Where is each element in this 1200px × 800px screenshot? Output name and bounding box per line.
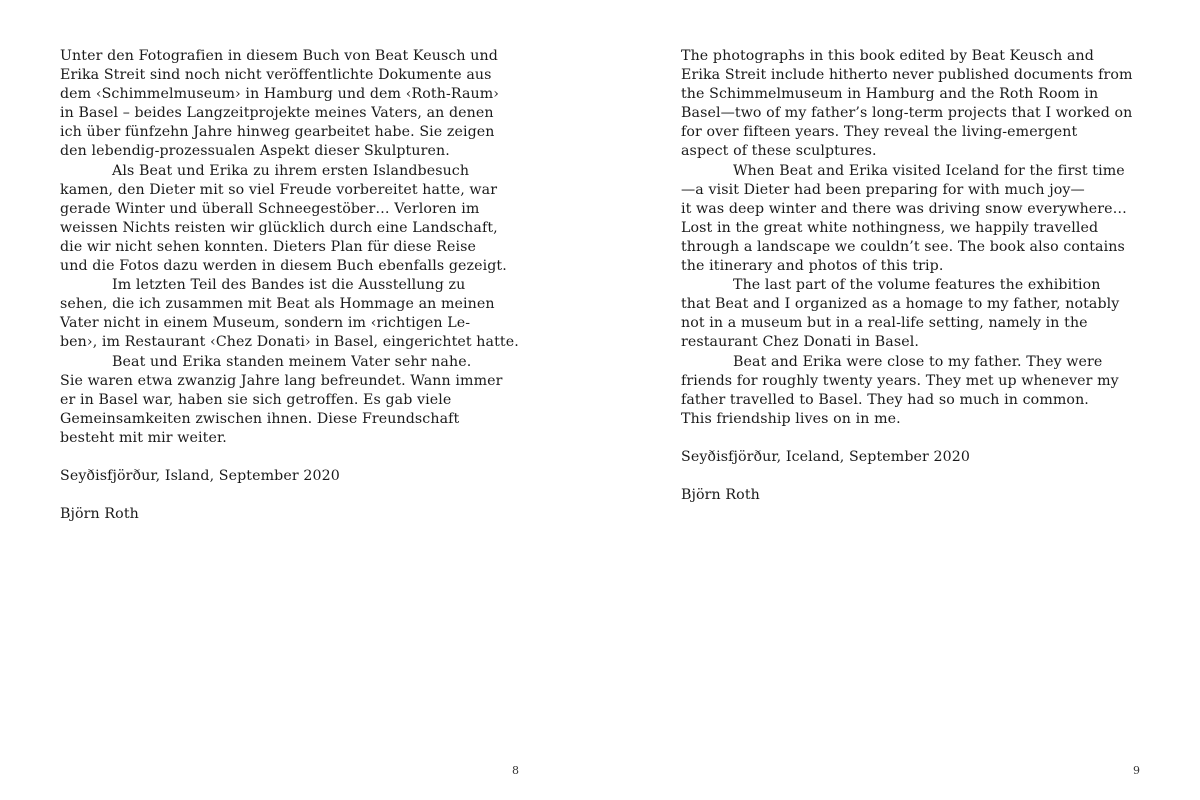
paragraph <box>60 276 519 352</box>
paragraph <box>60 353 503 448</box>
text-line: Sie waren etwa zwanzig Jahre lang befreundet. Wann immer <box>60 372 503 389</box>
text-line: for over fifteen years. They reveal the living-emergent <box>681 124 1078 141</box>
text-line: gerade Winter und überall Schneegestöber… Verloren im <box>60 200 480 217</box>
right-page <box>600 0 1200 800</box>
text-line: Basel—two of my father’s long-term projects that I worked on <box>681 105 1133 122</box>
text-line: in Basel – beides Langzeitprojekte meines Vaters, an denen <box>60 105 494 122</box>
text-line: the Schimmelmuseum in Hamburg and the Roth Room in <box>681 86 1099 103</box>
author-signature: Björn Roth <box>60 506 139 523</box>
text-line: through a landscape we couldn’t see. The book also contains <box>681 238 1125 255</box>
text-line: ich über fünfzehn Jahre hinweg gearbeitet habe. Sie zeigen <box>60 124 495 141</box>
paragraph <box>681 276 1120 352</box>
text-line: This friendship lives on in me. <box>681 410 901 427</box>
author-signature: Björn Roth <box>681 487 760 504</box>
text-line: Erika Streit include hitherto never published documents from <box>681 67 1133 84</box>
text-line: Gemeinsamkeiten zwischen ihnen. Diese Freundschaft <box>60 410 460 427</box>
page-number-right: 9 <box>1133 764 1140 777</box>
text-line: friends for roughly twenty years. They met up whenever my <box>681 372 1119 389</box>
paragraph <box>60 47 500 162</box>
text-line: kamen, den Dieter mit so viel Freude vorbereitet hatte, war <box>60 181 498 198</box>
page-number-left: 8 <box>512 764 519 777</box>
text-line: that Beat and I organized as a homage to my father, notably <box>681 296 1120 313</box>
text-line: und die Fotos dazu werden in diesem Buch ebenfalls gezeigt. <box>60 258 507 275</box>
text-line: Erika Streit sind noch nicht veröffentlichte Dokumente aus <box>60 67 492 84</box>
text-line: Beat und Erika standen meinem Vater sehr nahe. <box>112 353 472 370</box>
paragraph <box>681 353 1119 429</box>
english-text-column <box>681 47 1133 505</box>
text-line: aspect of these sculptures. <box>681 143 877 160</box>
text-line: die wir nicht sehen konnten. Dieters Plan für diese Reise <box>60 238 477 255</box>
text-line: the itinerary and photos of this trip. <box>681 258 944 275</box>
text-line: besteht mit mir weiter. <box>60 429 227 446</box>
text-line: Im letzten Teil des Bandes ist die Ausstellung zu <box>112 277 466 294</box>
text-line: den lebendig-prozessualen Aspekt dieser Skulpturen. <box>60 143 450 160</box>
text-line: Unter den Fotografien in diesem Buch von Beat Keusch und <box>60 48 498 64</box>
text-line: Beat and Erika were close to my father. They were <box>733 353 1103 370</box>
german-text-column <box>60 47 519 524</box>
text-line: Vater nicht in einem Museum, sondern im ‹richtigen Le- <box>60 315 471 332</box>
text-line: not in a museum but in a real-life setting, namely in the <box>681 315 1088 332</box>
place-date-line: Seyðisfjörður, Iceland, September 2020 <box>681 448 970 465</box>
text-line: dem ‹Schimmelmuseum› in Hamburg und dem ‹Roth-Raum› <box>60 86 500 103</box>
text-line: father travelled to Basel. They had so much in common. <box>681 391 1089 408</box>
paragraph <box>681 162 1127 277</box>
place-date-line: Seyðisfjörður, Island, September 2020 <box>60 468 340 485</box>
paragraph <box>60 162 507 277</box>
text-line: weissen Nichts reisten wir glücklich durch eine Landschaft, <box>60 219 498 236</box>
text-line: The photographs in this book edited by Beat Keusch and <box>681 48 1094 64</box>
text-line: Als Beat und Erika zu ihrem ersten Islandbesuch <box>112 162 470 179</box>
text-line: When Beat and Erika visited Iceland for the first time <box>733 162 1125 179</box>
paragraph <box>681 47 1133 162</box>
text-line: —a visit Dieter had been preparing for with much joy— <box>681 181 1085 198</box>
text-line: The last part of the volume features the exhibition <box>733 277 1101 294</box>
text-line: sehen, die ich zusammen mit Beat als Hommage an meinen <box>60 296 495 313</box>
text-line: ben›, im Restaurant ‹Chez Donati› in Basel, eingerichtet hatte. <box>60 334 519 351</box>
text-line: Lost in the great white nothingness, we happily travelled <box>681 219 1099 236</box>
text-line: er in Basel war, haben sie sich getroffen. Es gab viele <box>60 391 452 408</box>
text-line: restaurant Chez Donati in Basel. <box>681 334 919 351</box>
text-line: it was deep winter and there was driving snow everywhere… <box>681 200 1127 217</box>
